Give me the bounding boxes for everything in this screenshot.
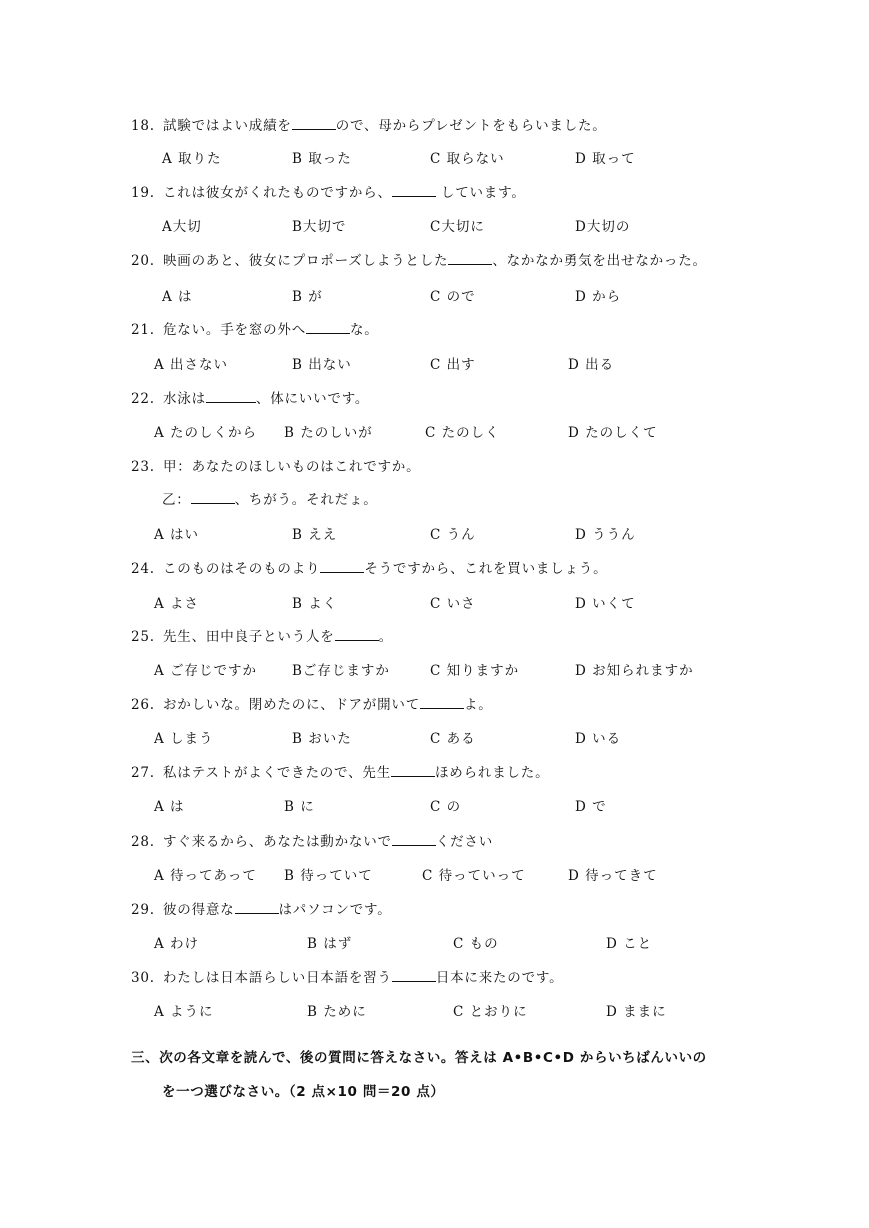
- answer-blank: [306, 321, 350, 334]
- option-a: A 待ってあって: [154, 868, 257, 884]
- question-text-after: よ。: [464, 697, 493, 713]
- question-text-before: 甲：あなたのほしいものはこれですか。: [163, 459, 421, 475]
- option-b: B大切で: [292, 219, 347, 235]
- option-a: A は: [154, 799, 185, 815]
- option-d: D いる: [575, 731, 622, 747]
- option-c: C とおりに: [453, 1004, 528, 1020]
- question-number: 18.: [131, 118, 155, 134]
- option-c: C うん: [430, 527, 476, 543]
- reply-text-after: 、ちがう。それだょ。: [234, 492, 378, 508]
- question-number: 29.: [131, 902, 155, 918]
- option-a: A たのしくから: [154, 425, 258, 441]
- question-text-before: 水泳は: [163, 391, 206, 407]
- answer-blank: [235, 901, 279, 914]
- option-b: B おいた: [292, 731, 352, 747]
- option-d: D 出る: [568, 357, 615, 373]
- option-c: C 知りますか: [430, 663, 520, 679]
- question-text-after: 日本に来たのです。: [435, 970, 564, 986]
- option-d: D いくて: [575, 596, 636, 612]
- answer-blank: [392, 969, 436, 982]
- section-heading-line1: 三、次の各文章を読んで、後の質問に答えなさい。答えは A•B•C•D からいちばんいいの: [131, 1050, 707, 1066]
- question-30: [131, 966, 563, 986]
- question-text-before: おかしいな。閉めたのに、ドアが開いて: [163, 697, 420, 713]
- option-c: C の: [430, 799, 462, 815]
- answer-blank: [420, 696, 464, 709]
- question-text-before: 彼の得意な: [163, 902, 235, 918]
- option-a: A ように: [154, 1004, 214, 1020]
- question-text-before: 試験ではよい成績を: [163, 118, 292, 134]
- question-text-before: これは彼女がくれたものですから、: [163, 185, 392, 201]
- option-b: B よく: [292, 596, 338, 612]
- option-d: D 待ってきて: [568, 868, 658, 884]
- question-number: 25.: [131, 629, 155, 645]
- option-c: C 出す: [430, 357, 476, 373]
- option-a: A は: [162, 289, 193, 305]
- option-c: C大切に: [430, 219, 485, 235]
- question-25: [131, 625, 393, 645]
- question-number: 21.: [131, 322, 155, 338]
- option-a: A大切: [162, 219, 202, 235]
- question-text-after: 、なかなか勇気を出せなかった。: [492, 253, 707, 269]
- option-b: B 取った: [292, 151, 352, 167]
- question-number: 20.: [131, 253, 155, 269]
- question-26: [131, 693, 493, 713]
- option-d: D 取って: [575, 151, 636, 167]
- option-d: D ままに: [606, 1004, 667, 1020]
- question-text-after: 。: [378, 629, 393, 645]
- option-d: D たのしくて: [568, 425, 658, 441]
- option-c: C 待っていって: [422, 868, 526, 884]
- answer-blank: [392, 184, 436, 197]
- answer-blank: [320, 560, 364, 573]
- question-29: [131, 898, 392, 918]
- option-b: Bご存じますか: [292, 663, 390, 679]
- answer-blank: [392, 833, 436, 846]
- question-number: 28.: [131, 834, 155, 850]
- option-c: C ある: [430, 731, 476, 747]
- question-text-after: ください: [435, 834, 494, 850]
- option-b: B ええ: [292, 527, 338, 543]
- answer-blank: [191, 491, 235, 504]
- option-b: B が: [292, 289, 323, 305]
- question-text-after: はパソコンです。: [278, 902, 392, 918]
- option-d: D大切の: [575, 219, 631, 235]
- option-a: A ご存じですか: [154, 663, 258, 679]
- option-b: B 出ない: [292, 357, 352, 373]
- question-text-after: な。: [350, 322, 379, 338]
- answer-blank: [391, 764, 435, 777]
- question-text-before: 映画のあと、彼女にプロポーズしようとした: [163, 253, 449, 269]
- question-number: 23.: [131, 459, 155, 475]
- option-c: C ので: [430, 289, 476, 305]
- reply-text-before: 乙：: [162, 492, 191, 508]
- option-b: B 待っていて: [284, 868, 373, 884]
- question-20: [131, 249, 707, 269]
- question-23-reply: [162, 488, 378, 508]
- option-b: B たのしいが: [284, 425, 373, 441]
- question-22: [131, 387, 369, 407]
- option-a: A よさ: [154, 596, 200, 612]
- question-number: 30.: [131, 970, 155, 986]
- question-18: [131, 114, 607, 134]
- question-28: [131, 830, 493, 850]
- question-text-after: ほめられました。: [435, 765, 550, 781]
- option-c: C いさ: [430, 596, 476, 612]
- question-21: [131, 318, 379, 338]
- option-c: C もの: [453, 936, 499, 952]
- question-19: [131, 181, 526, 201]
- question-24: [131, 557, 607, 577]
- option-d: D ううん: [575, 527, 636, 543]
- section-heading-line2: を一つ選びなさい。（2 点×10 問＝20 点）: [162, 1084, 445, 1100]
- question-number: 26.: [131, 697, 155, 713]
- option-d: D こと: [606, 936, 653, 952]
- question-text-before: 私はテストがよくできたので、先生: [163, 765, 391, 781]
- option-d: D から: [575, 289, 622, 305]
- question-number: 19.: [131, 185, 155, 201]
- answer-blank: [206, 390, 256, 403]
- question-text-before: すぐ来るから、あなたは動かないで: [163, 834, 392, 850]
- question-text-before: 先生、田中良子という人を: [163, 629, 335, 645]
- option-b: B はず: [307, 936, 353, 952]
- question-text-after: 、体にいいです。: [255, 391, 370, 407]
- answer-blank: [448, 252, 492, 265]
- option-a: A 出さない: [154, 357, 229, 373]
- question-text-before: このものはそのものより: [163, 561, 321, 577]
- question-number: 24.: [131, 561, 155, 577]
- question-text-after: ので、母からプレゼントをもらいました。: [335, 118, 607, 134]
- question-text-before: わたしは日本語らしい日本語を習う: [163, 970, 392, 986]
- option-d: D で: [575, 799, 607, 815]
- question-text-after: そうですから、これを買いましょう。: [364, 561, 608, 577]
- option-b: B に: [284, 799, 315, 815]
- question-number: 27.: [131, 765, 155, 781]
- answer-blank: [335, 628, 379, 641]
- option-a: A しまう: [154, 731, 214, 747]
- option-a: A わけ: [154, 936, 200, 952]
- option-a: A はい: [154, 527, 200, 543]
- option-a: A 取りた: [162, 151, 222, 167]
- question-number: 22.: [131, 391, 155, 407]
- option-c: C 取らない: [430, 151, 505, 167]
- question-27: [131, 761, 549, 781]
- question-text-after: しています。: [435, 185, 526, 201]
- question-23: [131, 455, 420, 475]
- option-c: C たのしく: [425, 425, 500, 441]
- answer-blank: [292, 117, 336, 130]
- question-text-before: 危ない。手を窓の外へ: [163, 322, 306, 338]
- option-d: D お知られますか: [575, 663, 694, 679]
- option-b: B ために: [307, 1004, 367, 1020]
